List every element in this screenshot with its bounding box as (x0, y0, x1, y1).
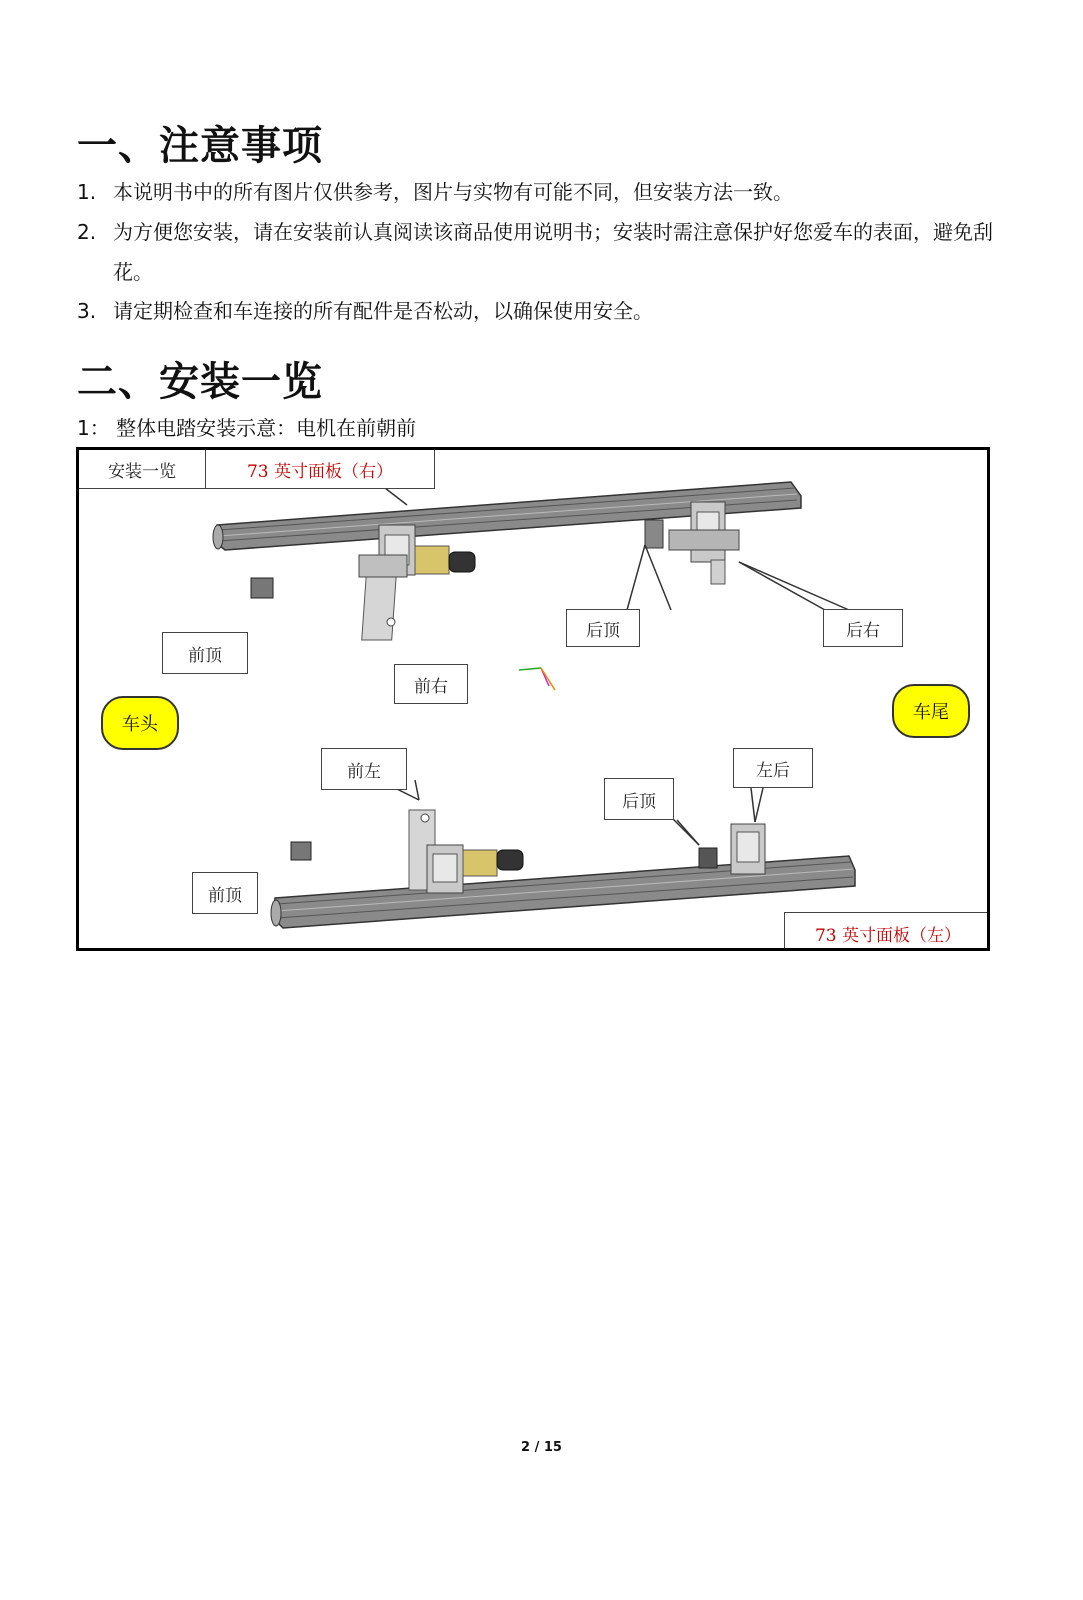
figure-caption: 1： 整体电踏安装示意：电机在前朝前 (77, 416, 417, 440)
notice-item-1 (77, 178, 793, 206)
car-head-marker: 车头 (101, 696, 179, 750)
label-front-top-lower: 前顶 (192, 872, 258, 914)
left-rear-bracket (699, 824, 765, 874)
panel-left-label: 73 英寸面板（左） (784, 912, 990, 951)
left-running-board (271, 856, 855, 928)
front-left-motor (463, 850, 523, 876)
label-front-top-upper: 前顶 (162, 632, 248, 674)
page-number: 2 / 15 (521, 1440, 562, 1455)
item-text: 请定期检查和车连接的所有配件是否松动，以确保使用安全。 (113, 299, 653, 323)
panel-right-label: 73 英寸面板（右） (205, 449, 435, 489)
car-tail-marker: 车尾 (892, 684, 970, 738)
label-front-right: 前右 (394, 664, 468, 704)
notice-item-2 (77, 218, 1037, 284)
front-top-block-lower (291, 842, 311, 860)
label-rear-top-upper: 后顶 (566, 609, 640, 647)
item-number: 1. (77, 180, 97, 204)
section1-title: 一、注意事项 (77, 123, 323, 169)
installation-overview-figure (76, 447, 990, 951)
notice-item-3 (77, 297, 653, 325)
front-right-bracket (359, 525, 415, 640)
front-right-motor (415, 546, 475, 574)
front-left-bracket (409, 810, 463, 893)
label-rear-top-lower: 后顶 (604, 778, 674, 820)
axis-indicator (519, 668, 555, 690)
item-number: 3. (77, 299, 97, 323)
front-top-block-upper (251, 578, 273, 598)
item-text: 本说明书中的所有图片仅供参考，图片与实物有可能不同，但安装方法一致。 (113, 180, 793, 204)
label-rear-right: 后右 (823, 609, 903, 647)
item-text: 为方便您安装，请在安装前认真阅读该商品使用说明书；安装时需注意保护好您爱车的表面，避免刮花。 (113, 220, 993, 284)
item-number: 2. (77, 220, 97, 244)
section2-title: 二、安装一览 (77, 359, 323, 405)
label-left-rear: 左后 (733, 748, 813, 788)
label-front-left: 前左 (321, 748, 407, 790)
figure-header-label: 安装一览 (78, 449, 206, 489)
